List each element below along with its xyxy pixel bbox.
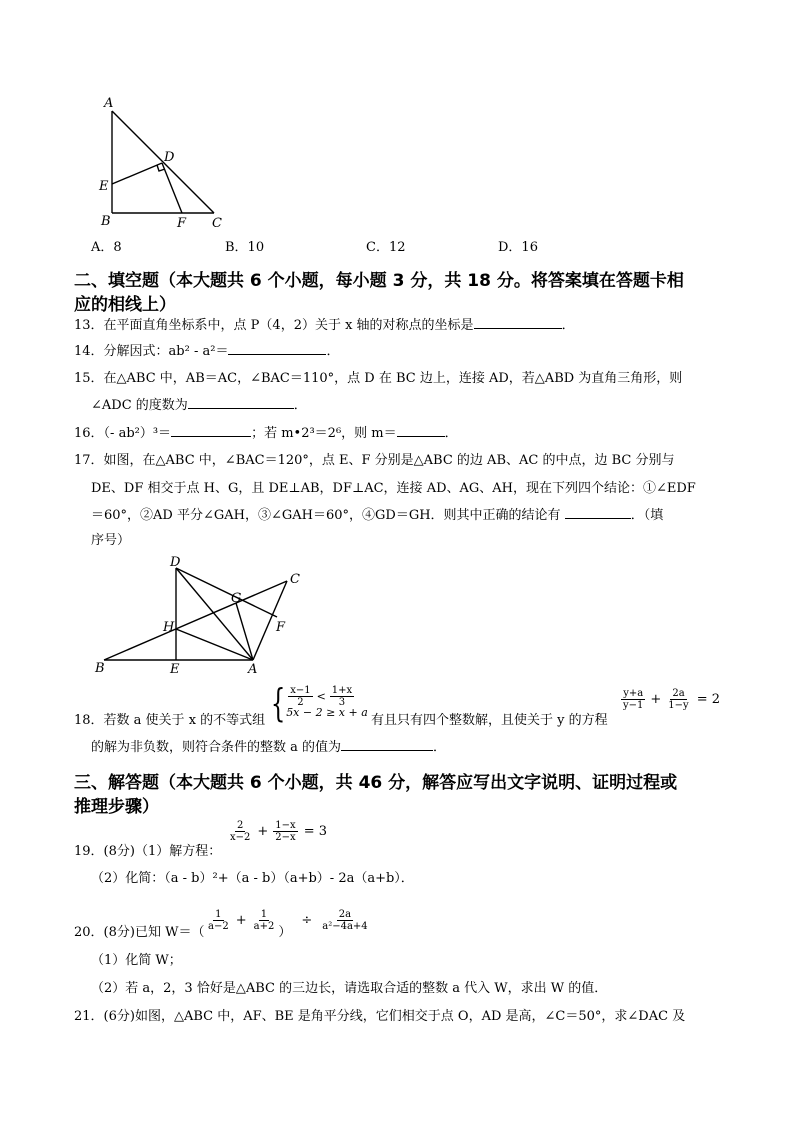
- eq-num-2: 2a: [672, 688, 685, 699]
- question-17-line1: 17．如图，在△ABC 中，∠BAC＝120°，点 E、F 分别是△ABC 的边 AB、AC 的中点，边 BC 分别与: [74, 453, 675, 468]
- q17-end: ．（填: [630, 508, 664, 523]
- q20-divide: ÷: [301, 913, 313, 928]
- option-d: D．16: [498, 240, 538, 255]
- eq-num-1: y+a: [623, 688, 644, 699]
- q20-den-2: a+2: [253, 921, 275, 932]
- label-F2: F: [276, 620, 286, 635]
- q19-equation: [226, 820, 327, 843]
- ineq1-num-left: x−1: [290, 684, 311, 696]
- q20-num-2: 1: [260, 909, 268, 920]
- q15-end: ．: [293, 398, 307, 413]
- ineq1-num-right: 1+x: [331, 684, 353, 696]
- q14-text: 14．分解因式：ab² - a²＝: [74, 344, 229, 359]
- q20-den-1: a−2: [208, 921, 229, 932]
- q18-end: ．: [433, 740, 447, 755]
- option-c: C．12: [366, 240, 406, 255]
- label-B2: B: [95, 661, 105, 676]
- ineq2: 5x − 2 ≥ x + a: [286, 706, 368, 719]
- option-a: A．8: [91, 240, 122, 255]
- q18-blank[interactable]: [341, 738, 433, 751]
- label-F: F: [177, 216, 187, 231]
- q20-plus: +: [235, 913, 247, 928]
- q14-blank[interactable]: [228, 342, 326, 355]
- q18-equation: [619, 688, 720, 711]
- label-C2: C: [290, 572, 300, 587]
- label-A: A: [104, 96, 114, 111]
- q17-text: ＝60°，②AD 平分∠GAH，③∠GAH＝60°，④GD＝GH．则其中正确的结论有: [91, 508, 561, 523]
- question-21: 21．(6分)如图，△ABC 中，AF、BE 是角平分线，它们相交于点 O，AD 是高，∠C＝50°，求∠DAC 及: [74, 1009, 686, 1024]
- question-15-line2: [91, 396, 307, 415]
- q20-num-1: 1: [215, 909, 222, 920]
- question-17-line2: DE、DF 相交于点 H、G，且 DE⊥AB，DF⊥AC，连接 AD、AG、AH，现在下列四个结论：①∠EDF: [91, 481, 696, 496]
- q16-end: ．: [444, 426, 458, 441]
- ineq1-den-left: 2: [297, 696, 304, 708]
- section-2-title-line2: 应的相线上）: [74, 295, 176, 315]
- question-20-prefix: 20．(8分)已知 W＝（: [74, 925, 205, 940]
- q18-inequality-system: [266, 681, 368, 725]
- q17-blank[interactable]: [565, 506, 631, 519]
- q20-den-3: a²−4a+4: [322, 921, 368, 932]
- ineq1-op: <: [316, 689, 326, 703]
- ineq1-den-right: 3: [338, 696, 346, 708]
- figure-triangle-1: [90, 95, 240, 235]
- label-E2: E: [170, 662, 180, 677]
- question-17-line3: [91, 506, 663, 525]
- q16-part1: 16．（- ab²）³＝: [74, 426, 172, 441]
- q18-text: 的解为非负数，则符合条件的整数 a 的值为: [91, 740, 342, 755]
- eq-den-2: 1−y: [668, 700, 689, 711]
- q15-text: ∠ADC 的度数为: [91, 398, 188, 413]
- question-17-line4: 序号）: [91, 533, 131, 548]
- q20-num-3: 2a: [338, 909, 352, 920]
- question-18-line2: [91, 738, 446, 757]
- label-A2: A: [248, 662, 258, 677]
- eq-plus: +: [650, 692, 662, 707]
- question-19-part2: （2）化简：（a - b）²+（a - b）（a+b）- 2a（a+b）．: [91, 871, 414, 886]
- label-B: B: [101, 214, 111, 229]
- eq-den-1: y−1: [623, 700, 644, 711]
- question-18-prefix: 18．若数 a 使关于 x 的不等式组: [74, 713, 266, 728]
- q15-blank[interactable]: [188, 396, 294, 409]
- label-D2: D: [170, 555, 181, 570]
- question-15-line1: 15．在△ABC 中，AB＝AC，∠BAC＝110°，点 D 在 BC 边上，连接 AD，若△ABD 为直角三角形，则: [74, 371, 683, 386]
- section-3-title-line1: 三、解答题（本大题共 6 个小题，共 46 分，解答应写出文字说明、证明过程或: [74, 773, 678, 793]
- question-13: [74, 316, 575, 335]
- question-19-prefix: 19．(8分)（1）解方程：: [74, 844, 222, 859]
- q19-rhs: = 3: [303, 824, 327, 839]
- brace-icon: {: [270, 681, 286, 725]
- label-E: E: [99, 179, 109, 194]
- q14-end: ．: [326, 344, 340, 359]
- q20-close: ）: [278, 925, 292, 940]
- q20-expression: [204, 901, 372, 940]
- question-20-part2: （2）若 a，2，3 恰好是△ABC 的三边长，请选取合适的整数 a 代入 W，求出 W 的值．: [91, 981, 608, 996]
- question-14: [74, 342, 339, 361]
- label-D: D: [164, 150, 175, 165]
- figure-triangle-2: [90, 555, 315, 680]
- q19-num-2: 1−x: [275, 820, 296, 831]
- q19-plus: +: [257, 824, 269, 839]
- section-2-title-line1: 二、填空题（本大题共 6 个小题，每小题 3 分，共 18 分。将答案填在答题卡相: [74, 271, 684, 291]
- q16-blank-2[interactable]: [397, 424, 445, 437]
- question-20-part1: （1）化简 W；: [91, 953, 182, 968]
- q13-end: ．: [561, 318, 575, 333]
- q13-blank[interactable]: [474, 316, 562, 329]
- q19-den-1: x−2: [230, 832, 251, 843]
- question-18-middle: 有且只有四个整数解，且使关于 y 的方程: [371, 713, 608, 728]
- q19-num-1: 2: [237, 820, 244, 831]
- label-G2: G: [231, 591, 242, 606]
- label-C: C: [212, 216, 222, 231]
- label-H2: H: [163, 620, 175, 635]
- q16-blank-1[interactable]: [171, 424, 251, 437]
- q16-part2: ；若 m•2³＝2⁶，则 m＝: [251, 426, 397, 441]
- q19-den-2: 2−x: [275, 832, 296, 843]
- eq-rhs: = 2: [696, 692, 720, 707]
- section-3-title-line2: 推理步骤）: [74, 797, 159, 817]
- q13-text: 13．在平面直角坐标系中，点 P（4，2）关于 x 轴的对称点的坐标是: [74, 318, 474, 333]
- question-16: [74, 424, 458, 443]
- option-b: B．10: [225, 240, 265, 255]
